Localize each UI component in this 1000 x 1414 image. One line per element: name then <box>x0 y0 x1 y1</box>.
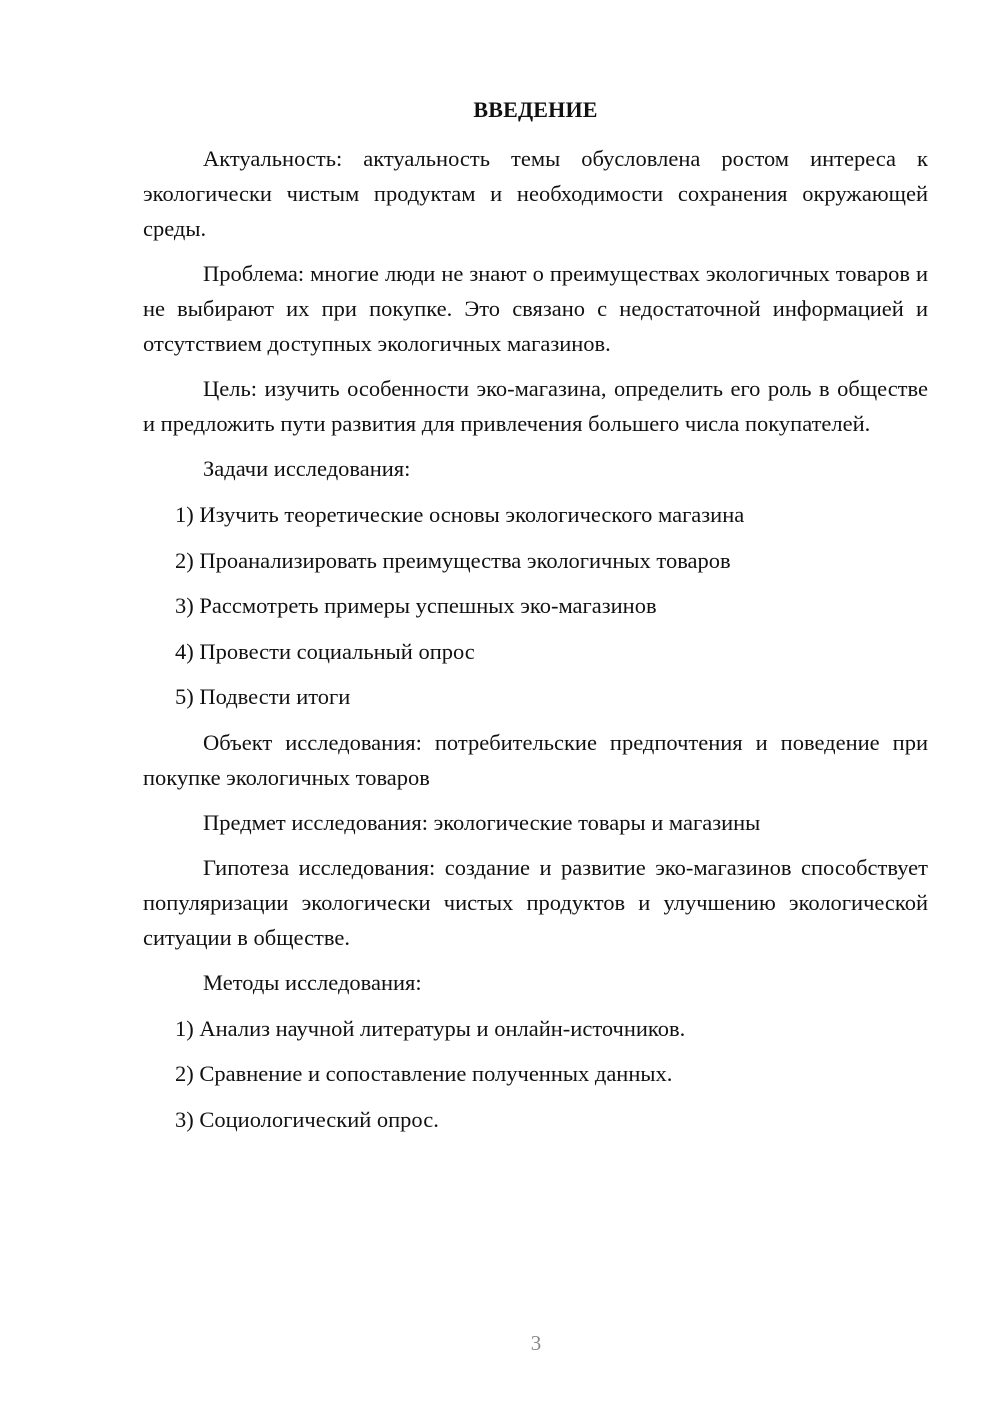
task-item: 3) Рассмотреть примеры успешных эко-магазинов <box>175 593 657 618</box>
method-item: 2) Сравнение и сопоставление полученных данных. <box>175 1061 673 1086</box>
document-page <box>143 95 928 1147</box>
methods-label: Методы исследования: <box>203 969 422 995</box>
task-item: 5) Подвести итоги <box>175 684 351 709</box>
tasks-list <box>143 497 928 714</box>
page-number: 3 <box>530 1331 542 1355</box>
problem-paragraph: Проблема: многие люди не знают о преимуществах экологичных товаров и не выбирают их при покупке. Это связано с недостаточной информацией и отсутствием доступных экологичных магазинов. <box>143 261 928 356</box>
task-item: 1) Изучить теоретические основы экологического магазина <box>175 502 745 527</box>
methods-list <box>143 1011 928 1137</box>
method-item: 1) Анализ научной литературы и онлайн-источников. <box>175 1015 686 1041</box>
section-title: ВВЕДЕНИЕ <box>473 97 598 122</box>
object-paragraph: Объект исследования: потребительские предпочтения и поведение при покупке экологичных товаров <box>143 729 928 790</box>
task-item: 4) Провести социальный опрос <box>175 638 475 664</box>
tasks-label: Задачи исследования: <box>203 456 411 481</box>
subject-paragraph: Предмет исследования: экологические товары и магазины <box>203 809 761 835</box>
method-item: 3) Социологический опрос. <box>175 1106 439 1132</box>
relevance-paragraph: Актуальность: актуальность темы обусловлена ростом интереса к экологически чистым продуктам и необходимости сохранения окружающей среды. <box>143 146 928 241</box>
goal-paragraph: Цель: изучить особенности эко-магазина, определить его роль в обществе и предложить пути развития для привлечения большего числа покупателей. <box>143 376 928 436</box>
task-item: 2) Проанализировать преимущества экологичных товаров <box>175 547 731 573</box>
hypothesis-paragraph: Гипотеза исследования: создание и развитие эко-магазинов способствует популяризации экологически чистых продуктов и улучшению экологической ситуации в обществе. <box>143 854 928 950</box>
